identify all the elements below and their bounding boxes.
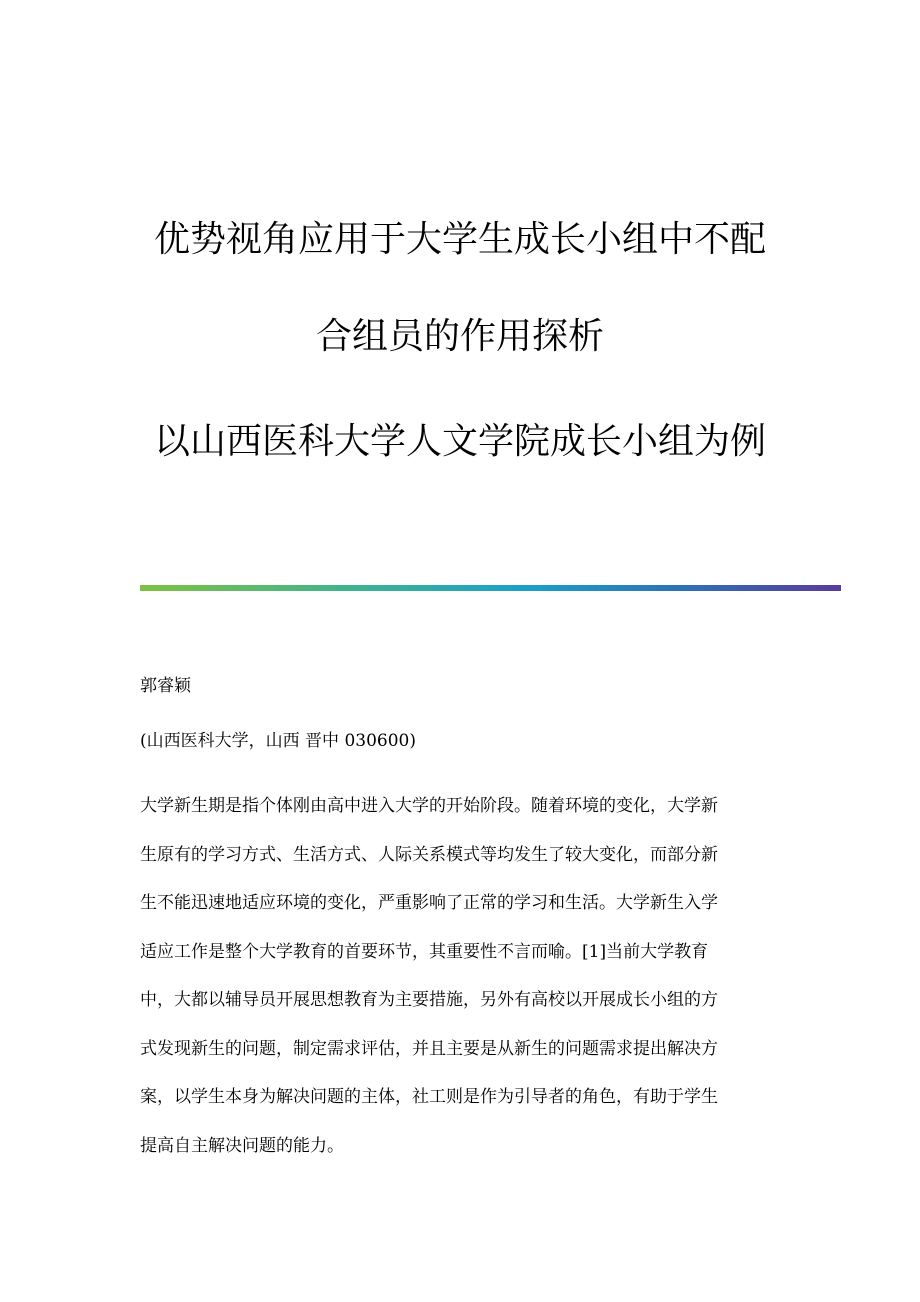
abstract-paragraph (140, 782, 774, 1170)
paragraph-line: 生不能迅速地适应环境的变化，严重影响了正常的学习和生活。大学新生入学 (140, 893, 718, 913)
paragraph-line: 适应工作是整个大学教育的首要环节，其重要性不言而喻。[1]当前大学教育 (140, 941, 709, 962)
author-name: 郭睿颖 (140, 676, 191, 696)
gradient-divider (140, 585, 841, 591)
subtitle-line: 以山西医科大学人文学院成长小组为例 (153, 421, 766, 462)
paragraph-line: 式发现新生的问题，制定需求评估，并且主要是从新生的问题需求提出解决方 (140, 1038, 718, 1059)
title-line-1: 优势视角应用于大学生成长小组中不配 (153, 219, 766, 260)
paragraph-line: 提高自主解决问题的能力。 (140, 1135, 344, 1156)
paragraph-line: 案，以学生本身为解决问题的主体，社工则是作为引导者的角色，有助于学生 (140, 1087, 718, 1107)
author-affiliation: (山西医科大学，山西 晋中 030600) (140, 731, 416, 751)
paragraph-line: 生原有的学习方式、生活方式、人际关系模式等均发生了较大变化，而部分新 (140, 844, 718, 865)
title-line-2: 合组员的作用探析 (315, 316, 604, 357)
paragraph-line: 大学新生期是指个体刚由高中进入大学的开始阶段。随着环境的变化，大学新 (140, 796, 718, 816)
paragraph-line: 中，大都以辅导员开展思想教育为主要措施，另外有高校以开展成长小组的方 (140, 990, 718, 1010)
